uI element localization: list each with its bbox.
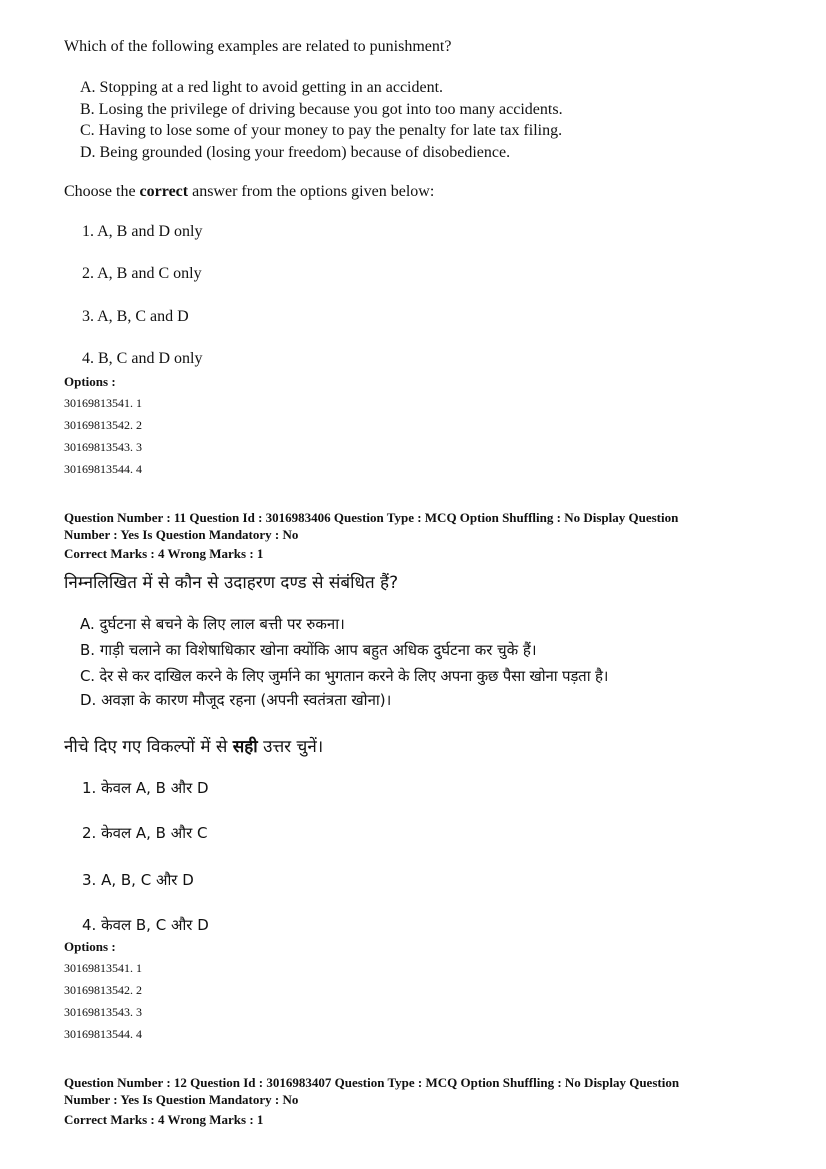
- q11-choose-instruction: [64, 734, 323, 757]
- q11-statement-c: C. देर से कर दाखिल करने के लिए जुर्माने का भुगतान करने के लिए अपना कुछ पैसा खोना पड़ता है।: [80, 667, 609, 685]
- q11-stem: निम्नलिखित में से कौन से उदाहरण दण्ड से संबंधित हैं?: [64, 573, 399, 593]
- q10-statement-c: C. Having to lose some of your money to pay the penalty for late tax filing.: [80, 122, 563, 139]
- q11-answer-3: 3. A, B, C और D: [82, 871, 194, 889]
- q11-option-id-4: 30169813544. 4: [64, 1027, 142, 1041]
- q11-option-id-2: 30169813542. 2: [64, 983, 142, 997]
- q10-statement-d: D. Being grounded (losing your freedom) because of disobedience.: [80, 144, 511, 161]
- q11-meta-line-1: Question Number : 11 Question Id : 3016983406 Question Type : MCQ Option Shuffling : No Display Question: [64, 510, 679, 525]
- q11-choose-post: उत्तर चुनें।: [257, 737, 324, 757]
- q10-answer-4: 4. B, C and D only: [82, 350, 203, 367]
- q10-choose-bold: correct: [139, 183, 189, 200]
- q12-meta-line-1: Question Number : 12 Question Id : 3016983407 Question Type : MCQ Option Shuffling : No Display Question: [64, 1075, 680, 1090]
- q11-answer-4: 4. केवल B, C और D: [82, 916, 209, 934]
- q11-answer-2: 2. केवल A, B और C: [82, 824, 208, 842]
- q10-statement-b: B. Losing the privilege of driving because you got into too many accidents.: [80, 101, 563, 118]
- q10-choose-pre: Choose the: [64, 183, 140, 200]
- q10-stem: Which of the following examples are related to punishment?: [64, 38, 452, 55]
- q11-statement-d: D. अवज्ञा के कारण मौजूद रहना (अपनी स्वतंत्रता खोना)।: [80, 691, 392, 709]
- q10-option-id-4: 30169813544. 4: [64, 462, 142, 476]
- q11-options-label: Options :: [64, 939, 116, 954]
- q11-option-id-1: 30169813541. 1: [64, 961, 142, 975]
- q11-option-id-3: 30169813543. 3: [64, 1005, 142, 1019]
- q10-choose-post: answer from the options given below:: [188, 183, 435, 200]
- q10-answer-2: 2. A, B and C only: [82, 265, 202, 282]
- q12-meta-line-2: Number : Yes Is Question Mandatory : No: [64, 1092, 299, 1107]
- q11-answer-1: 1. केवल A, B और D: [82, 779, 209, 797]
- q11-statement-a: A. दुर्घटना से बचने के लिए लाल बत्ती पर रुकना।: [80, 615, 345, 633]
- q11-statement-b: B. गाड़ी चलाने का विशेषाधिकार खोना क्योंकि आप बहुत अधिक दुर्घटना कर चुके हैं।: [80, 641, 537, 659]
- q10-option-id-2: 30169813542. 2: [64, 418, 142, 432]
- q10-options-label: Options :: [64, 374, 116, 389]
- q10-statement-a: A. Stopping at a red light to avoid getting in an accident.: [80, 79, 444, 96]
- q10-answer-3: 3. A, B, C and D: [82, 308, 189, 325]
- q11-meta-line-2: Number : Yes Is Question Mandatory : No: [64, 527, 299, 542]
- q10-answer-1: 1. A, B and D only: [82, 223, 203, 240]
- q11-choose-bold: सही: [232, 737, 258, 757]
- q12-meta-line-3: Correct Marks : 4 Wrong Marks : 1: [64, 1112, 264, 1127]
- q11-choose-pre: नीचे दिए गए विकल्पों में से: [64, 737, 233, 757]
- q10-option-id-3: 30169813543. 3: [64, 440, 142, 454]
- q10-choose-instruction: [64, 183, 434, 201]
- q11-meta-line-3: Correct Marks : 4 Wrong Marks : 1: [64, 546, 264, 561]
- q10-option-id-1: 30169813541. 1: [64, 396, 142, 410]
